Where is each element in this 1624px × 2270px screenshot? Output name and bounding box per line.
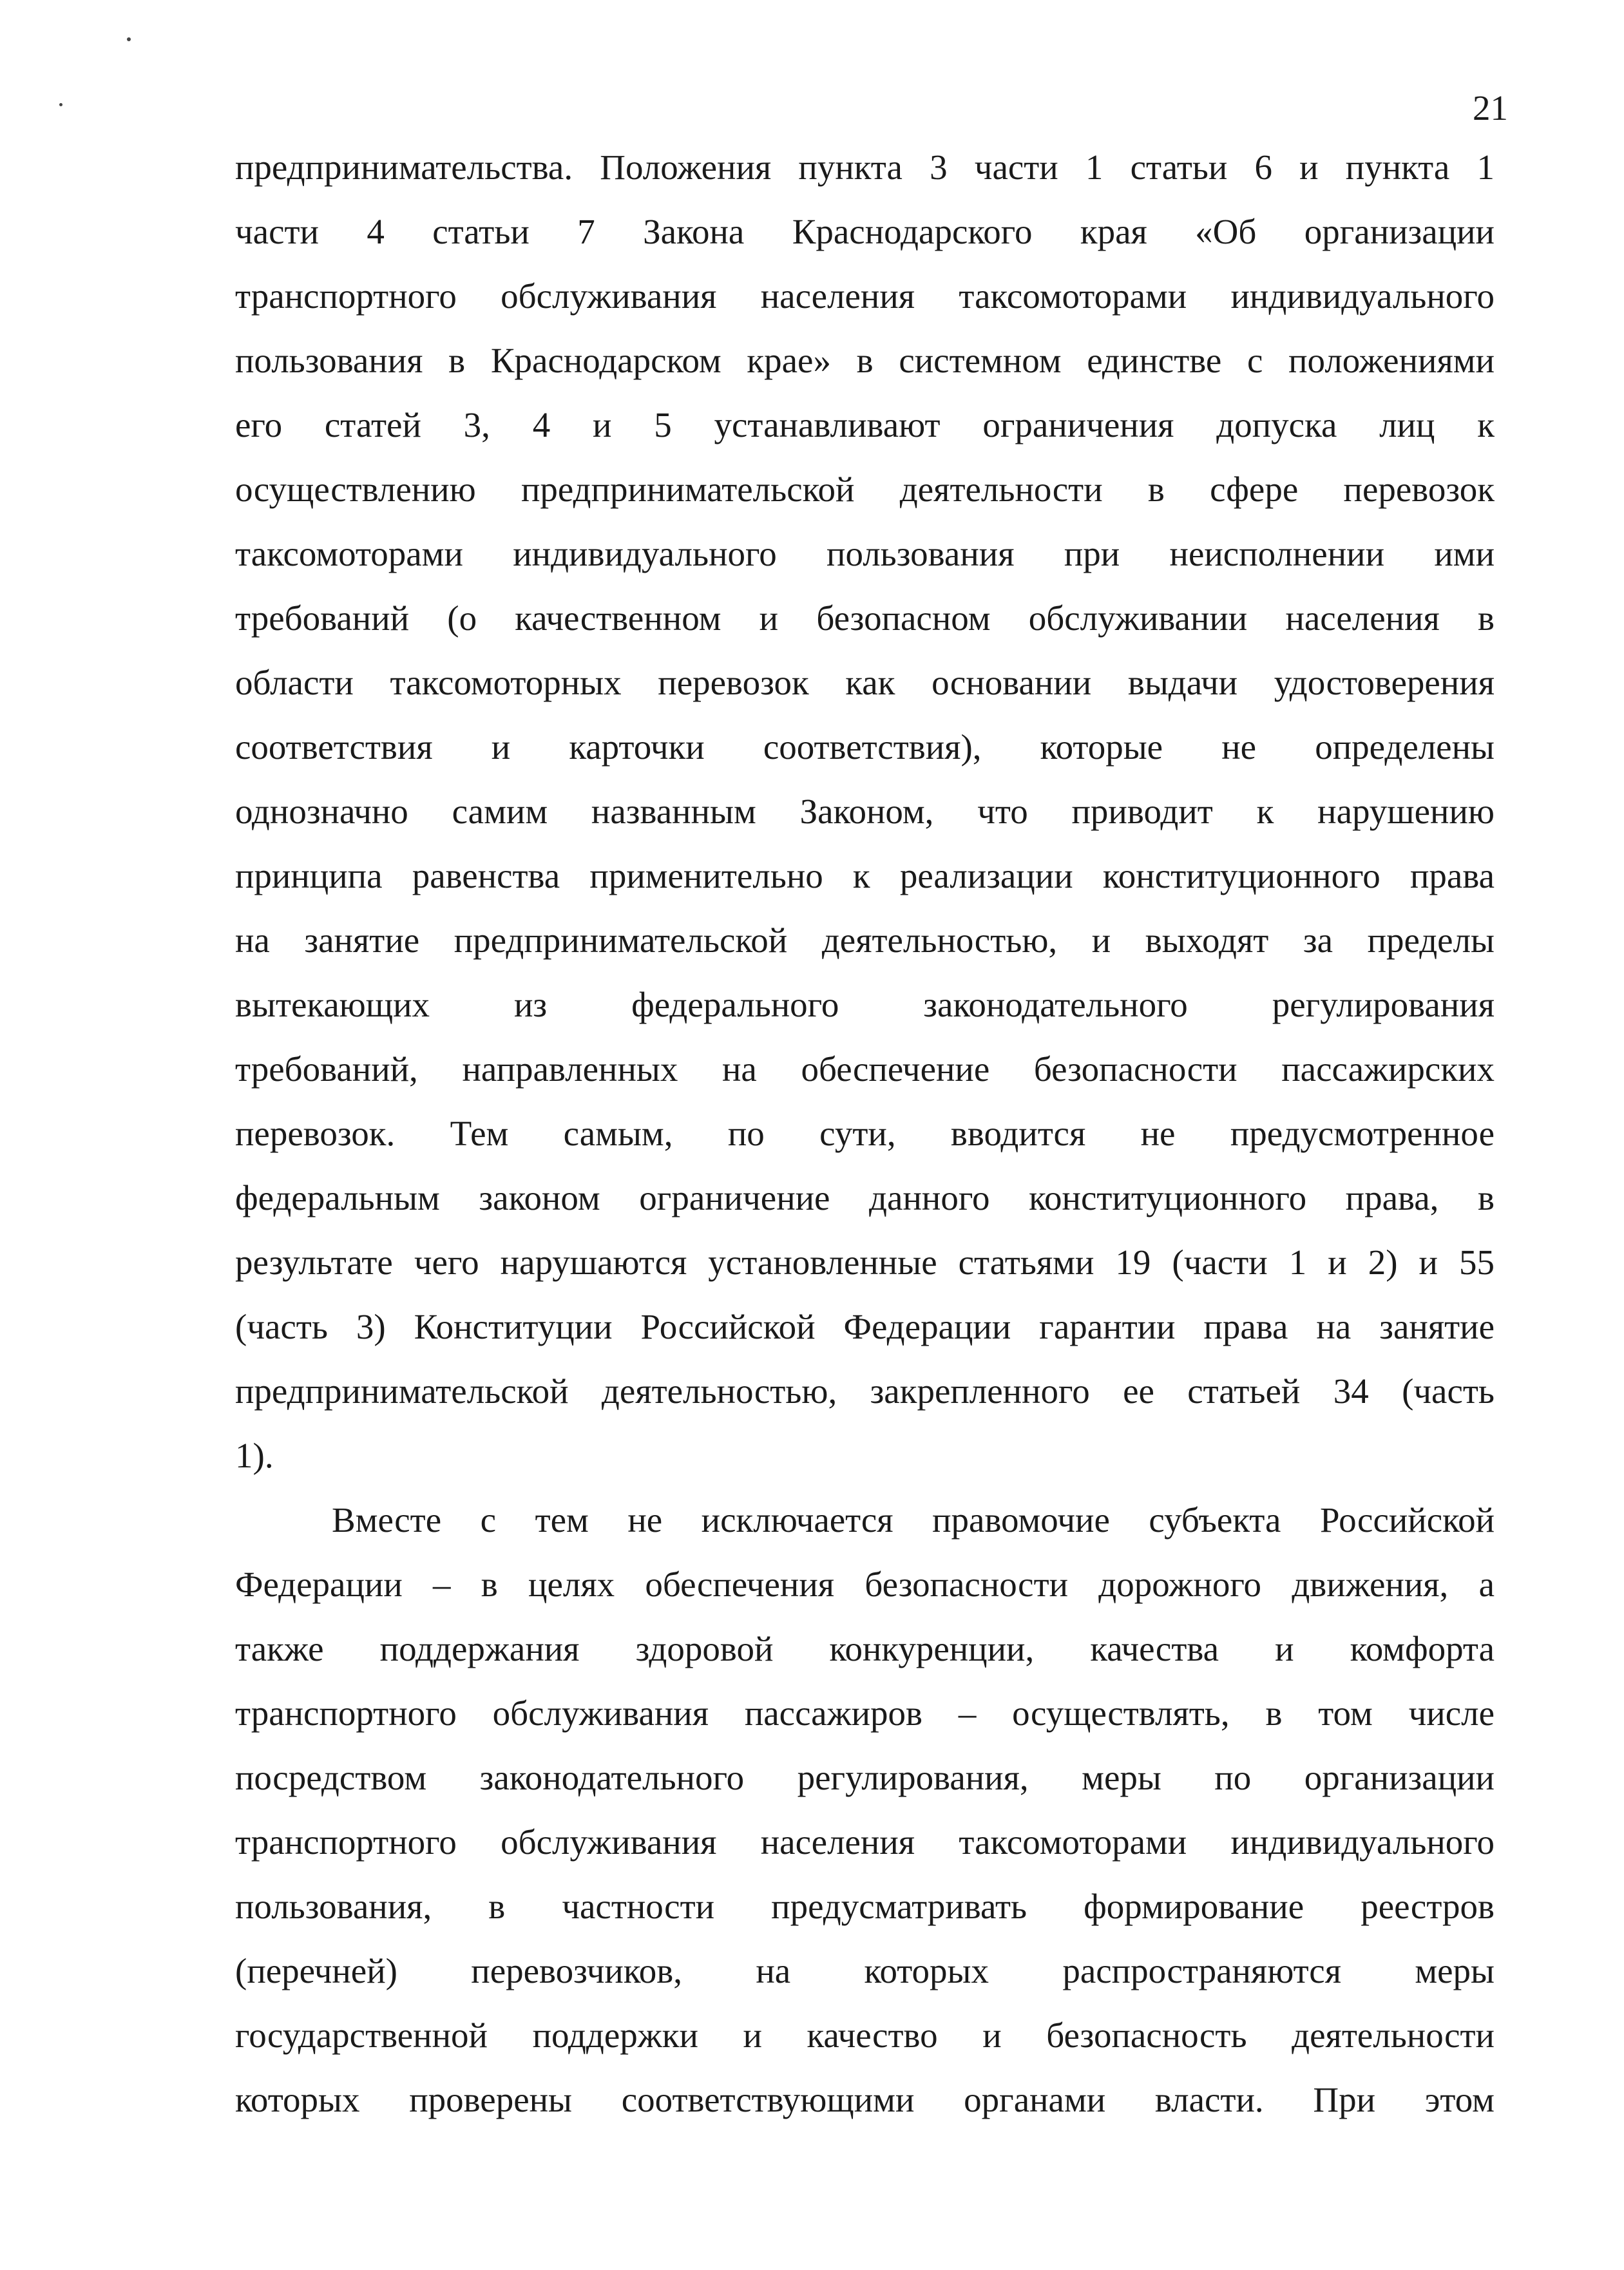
text-line: пользования в Краснодарском крае» в системном единстве с положениями [235, 341, 1495, 380]
text-line: требований (о качественном и безопасном обслуживании населения в [235, 598, 1495, 638]
text-line: его статей 3, 4 и 5 устанавливают ограничения допуска лиц к [235, 405, 1495, 444]
text-line: таксомоторами индивидуального пользования при неисполнении ими [235, 534, 1495, 573]
text-line: вытекающих из федерального законодательного регулирования [235, 985, 1495, 1024]
page-number: 21 [1473, 88, 1508, 128]
text-line: осуществлению предпринимательской деятельности в сфере перевозок [235, 470, 1495, 509]
text-line: государственной поддержки и качество и безопасность деятельности [235, 2016, 1495, 2055]
text-line: предпринимательства. Положения пункта 3 части 1 статьи 6 и пункта 1 [235, 148, 1495, 187]
text-line: соответствия и карточки соответствия), которые не определены [235, 727, 1495, 767]
scan-speck [127, 37, 131, 41]
text-line: предпринимательской деятельностью, закрепленного ее статьей 34 (часть [235, 1371, 1495, 1411]
text-line: принципа равенства применительно к реализации конституционного права [235, 856, 1495, 895]
text-line: однозначно самим названным Законом, что приводит к нарушению [235, 792, 1495, 831]
text-line: которых проверены соответствующими органами власти. При этом [235, 2080, 1495, 2119]
text-line: Вместе с тем не исключается правомочие субъекта Российской [332, 1500, 1495, 1540]
text-line: федеральным законом ограничение данного конституционного права, в [235, 1178, 1495, 1217]
text-line: транспортного обслуживания пассажиров – осуществлять, в том числе [235, 1693, 1495, 1733]
text-line: результате чего нарушаются установленные статьями 19 (части 1 и 2) и 55 [235, 1243, 1495, 1282]
text-line: требований, направленных на обеспечение безопасности пассажирских [235, 1049, 1495, 1089]
scan-speck [59, 103, 62, 106]
text-line: транспортного обслуживания населения таксомоторами индивидуального [235, 276, 1495, 316]
text-line: пользования, в частности предусматривать формирование реестров [235, 1887, 1495, 1926]
text-line: (часть 3) Конституции Российской Федерации гарантии права на занятие [235, 1307, 1495, 1346]
text-line: области таксомоторных перевозок как основании выдачи удостоверения [235, 663, 1495, 702]
text-line: Федерации – в целях обеспечения безопасности дорожного движения, а [235, 1565, 1495, 1604]
text-line: также поддержания здоровой конкуренции, качества и комфорта [235, 1629, 1495, 1668]
text-line: на занятие предпринимательской деятельностью, и выходят за пределы [235, 920, 1495, 960]
text-line: части 4 статьи 7 Закона Краснодарского края «Об организации [235, 212, 1495, 251]
text-line: посредством законодательного регулирования, меры по организации [235, 1758, 1495, 1797]
text-line: перевозок. Тем самым, по сути, вводится не предусмотренное [235, 1114, 1495, 1153]
text-line: 1). [235, 1436, 274, 1475]
text-line: транспортного обслуживания населения таксомоторами индивидуального [235, 1822, 1495, 1862]
text-line: (перечней) перевозчиков, на которых распространяются меры [235, 1951, 1495, 1990]
